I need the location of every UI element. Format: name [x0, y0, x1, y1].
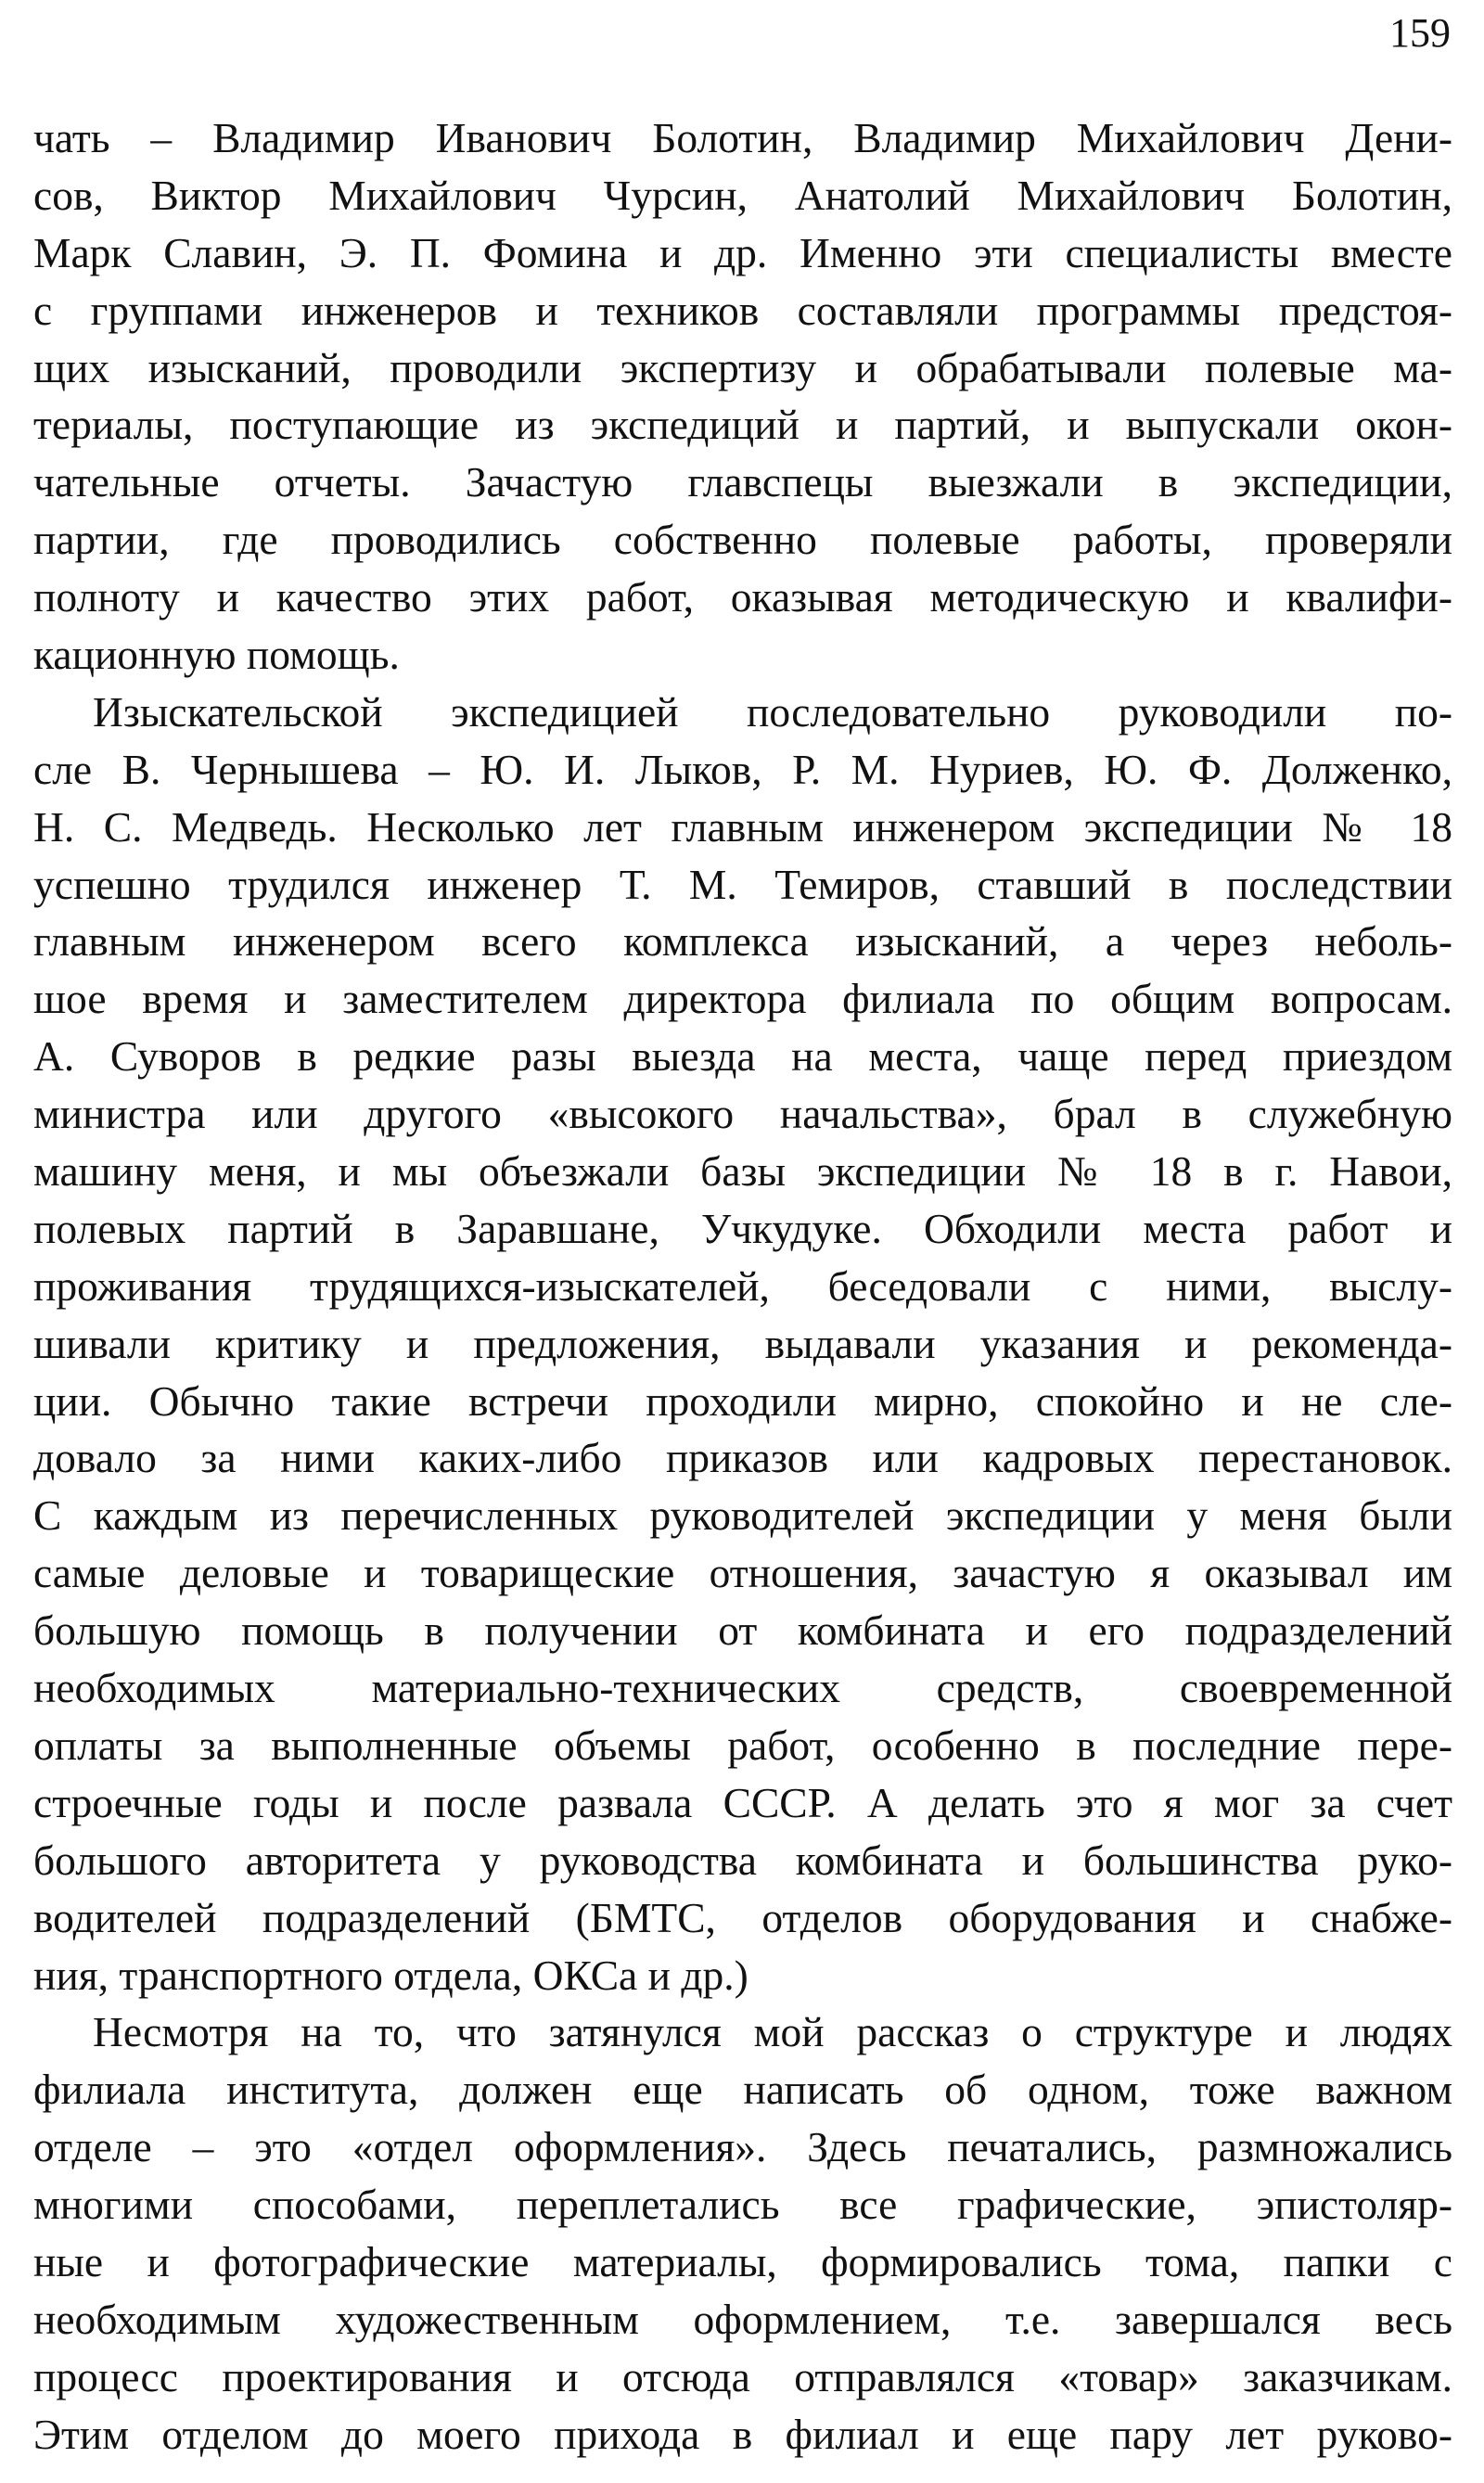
text-line: главным инженером всего комплекса изысканий, а через неболь- [33, 917, 1452, 966]
text-line: самые деловые и товарищеские отношения, зачастую я оказывал им [33, 1549, 1452, 1597]
text-line: необходимых материально-технических средств, своевременной [33, 1664, 1452, 1712]
text-line: С каждым из перечисленных руководителей экспедиции у меня были [33, 1491, 1452, 1540]
text-line: Н. С. Медведь. Несколько лет главным инженером экспедиции № 18 [33, 802, 1452, 851]
text-line: щих изысканий, проводили экспертизу и обрабатывали полевые ма- [33, 343, 1452, 391]
text-line: процесс проектирования и отсюда отправлялся «товар» заказчикам. [33, 2352, 1452, 2400]
text-line: успешно трудился инженер Т. М. Темиров, ставший в последствии [33, 860, 1452, 908]
text-line: чательные отчеты. Зачастую главспецы выезжали в экспедиции, [33, 458, 1452, 506]
text-line: Несмотря на то, что затянулся мой рассказ о структуре и людях [93, 2008, 1452, 2056]
text-line: чать – Владимир Иванович Болотин, Владимир Михайлович Дени- [33, 114, 1452, 161]
text-line: ния, транспортного отдела, ОКСа и др.) [33, 1951, 748, 1999]
text-line: шивали критику и предложения, выдавали указания и рекоменда- [33, 1319, 1452, 1367]
text-line: Изыскательской экспедицией последовательно руководили по- [93, 687, 1452, 736]
text-line: Марк Славин, Э. П. Фомина и др. Именно эти специалисты вместе [33, 228, 1452, 276]
text-line: Этим отделом до моего прихода в филиал и еще пару лет руково- [33, 2410, 1452, 2458]
text-line: сов, Виктор Михайлович Чурсин, Анатолий Михайлович Болотин, [33, 171, 1452, 219]
text-line: оплаты за выполненные объемы работ, особенно в последние пере- [33, 1721, 1452, 1769]
text-line: водителей подразделений (БМТС, отделов оборудования и снабже- [33, 1893, 1452, 1941]
text-line: ции. Обычно такие встречи проходили мирно, спокойно и не сле- [33, 1376, 1452, 1425]
text-line: филиала института, должен еще написать об одном, тоже важном [33, 2066, 1452, 2114]
paragraph [33, 2003, 1452, 2463]
text-line: машину меня, и мы объезжали базы экспедиции № 18 в г. Навои, [33, 1147, 1452, 1196]
text-line: шое время и заместителем директора филиала по общим вопросам. [33, 975, 1452, 1023]
text-line: партии, где проводились собственно полевые работы, проверяли [33, 516, 1452, 564]
text-line: министра или другого «высокого начальства», брал в служебную [33, 1090, 1452, 1138]
text-line: проживания трудящихся-изыскателей, беседовали с ними, выслу- [33, 1261, 1452, 1310]
text-line: большую помощь в получении от комбината и его подразделений [33, 1606, 1452, 1655]
text-line: необходимым художественным оформлением, т.е. завершался весь [33, 2295, 1452, 2343]
text-line: отделе – это «отдел оформления». Здесь печатались, размножались [33, 2123, 1452, 2171]
paragraph [33, 684, 1452, 2003]
text-line: полевых партий в Заравшане, Учкудуке. Обходили места работ и [33, 1204, 1452, 1252]
text-line: ные и фотографические материалы, формировались тома, папки с [33, 2237, 1452, 2285]
text-line: с группами инженеров и техников составляли программы предстоя- [33, 286, 1452, 334]
text-line: териалы, поступающие из экспедиций и партий, и выпускали окон- [33, 401, 1452, 449]
text-line: кационную помощь. [33, 631, 400, 679]
text-line: сле В. Чернышева – Ю. И. Лыков, Р. М. Нуриев, Ю. Ф. Долженко, [33, 745, 1452, 793]
text-line: довало за ними каких-либо приказов или кадровых перестановок. [33, 1434, 1452, 1482]
paragraph [33, 109, 1452, 684]
text-line: полноту и качество этих работ, оказывая методическую и квалифи- [33, 573, 1452, 621]
text-line: многими способами, переплетались все графические, эпистоляр- [33, 2181, 1452, 2229]
text-line: большого авторитета у руководства комбината и большинства руко- [33, 1836, 1452, 1884]
text-line: А. Суворов в редкие разы выезда на места, чаще перед приездом [33, 1032, 1452, 1081]
page-text [33, 109, 1452, 2464]
text-line: строечные годы и после развала СССР. А делать это я мог за счет [33, 1778, 1452, 1826]
page-number: 159 [1389, 10, 1451, 56]
